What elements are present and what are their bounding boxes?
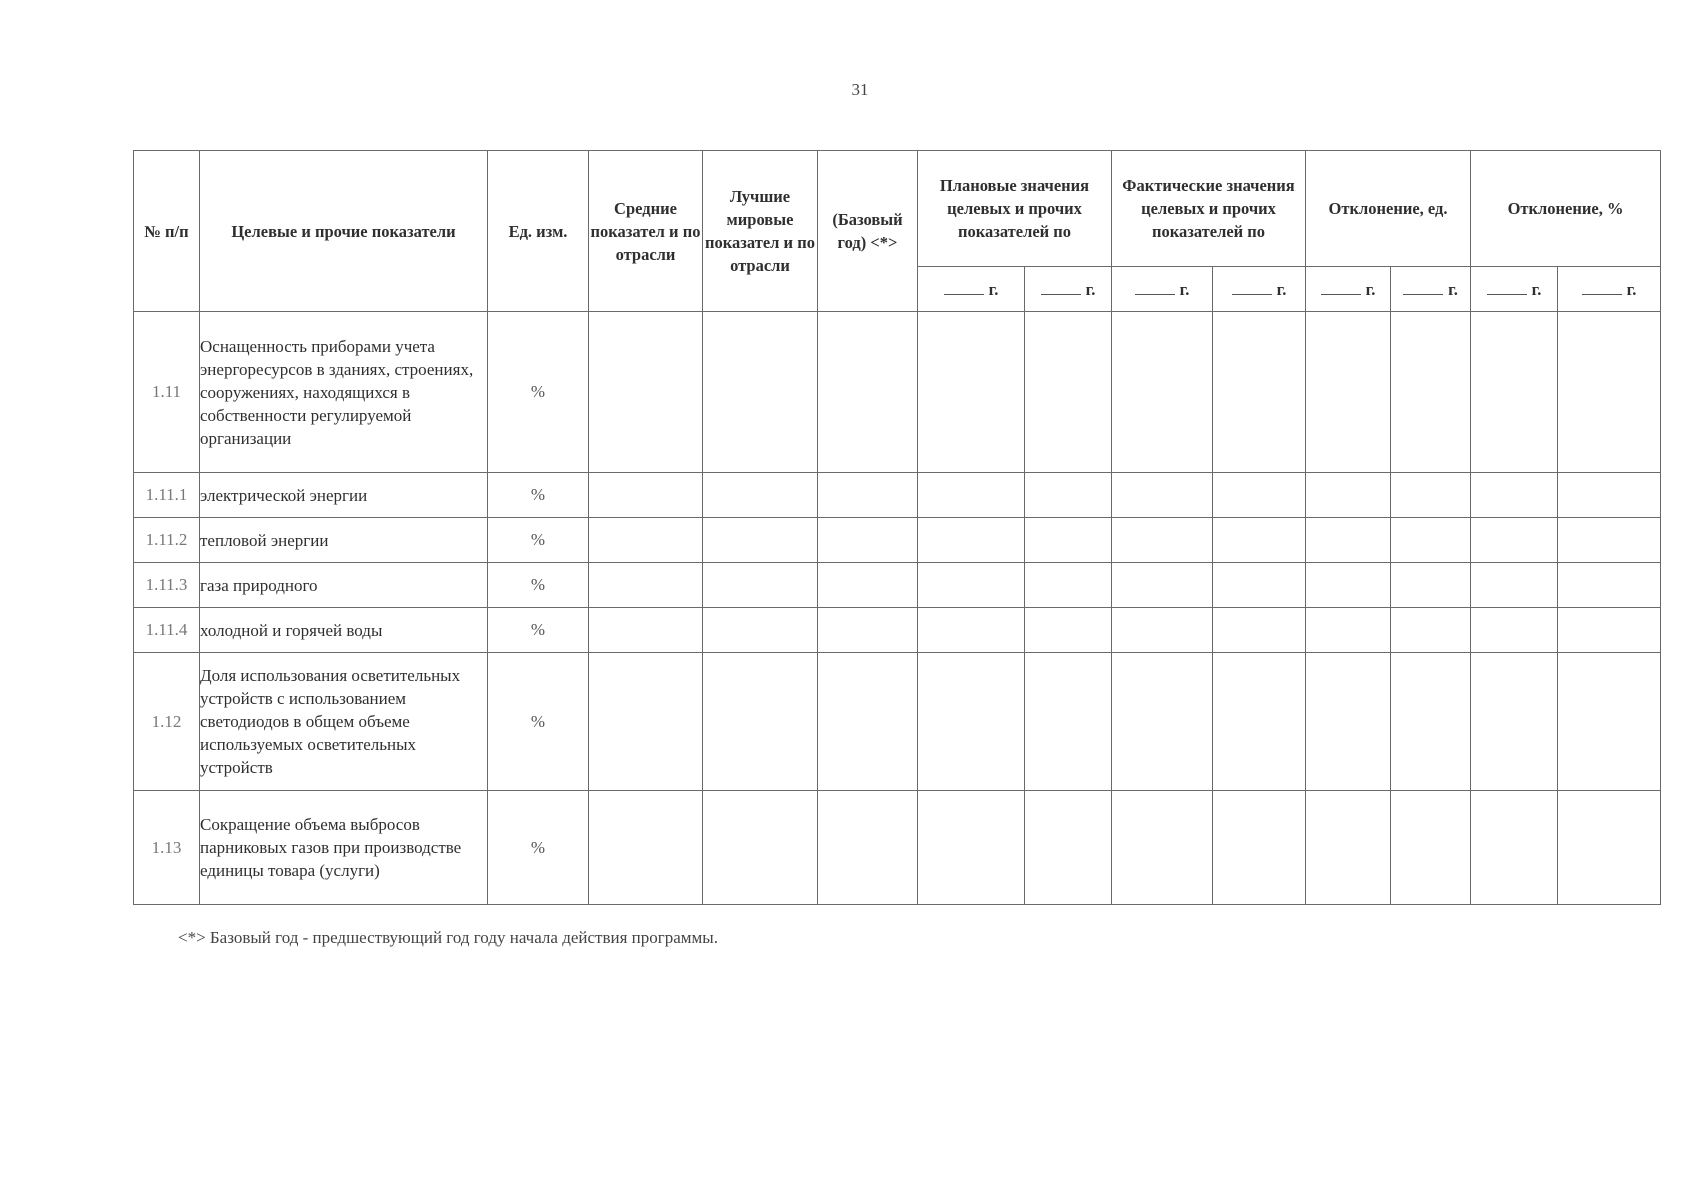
row-number: 1.11.2 (134, 518, 200, 563)
data-cell (918, 563, 1025, 608)
data-cell (1471, 312, 1558, 473)
data-cell (1112, 653, 1213, 791)
data-cell (1558, 791, 1661, 905)
year-suffix: г. (1448, 279, 1458, 299)
page-number: 31 (851, 80, 869, 99)
year-cell (1112, 267, 1213, 312)
indicators-table (133, 150, 1661, 905)
data-cell (1471, 518, 1558, 563)
data-cell (1025, 653, 1112, 791)
data-cell (1025, 312, 1112, 473)
header-deviation-units: Отклонение, ед. (1306, 151, 1471, 267)
row-indicator-name: газа природного (200, 563, 488, 608)
data-cell (818, 473, 918, 518)
table-row (134, 473, 1661, 518)
table-row (134, 312, 1661, 473)
data-cell (1306, 608, 1391, 653)
data-cell (1213, 653, 1306, 791)
header-planned-values: Плановые значения целевых и прочих показателей по (918, 151, 1112, 267)
data-cell (1025, 608, 1112, 653)
data-cell (1112, 563, 1213, 608)
data-cell (1471, 563, 1558, 608)
data-cell (1112, 473, 1213, 518)
data-cell (1112, 791, 1213, 905)
data-cell (1471, 653, 1558, 791)
data-cell (589, 312, 703, 473)
header-unit: Ед. изм. (488, 151, 589, 312)
table-row (134, 791, 1661, 905)
data-cell (918, 791, 1025, 905)
year-suffix: г. (1365, 279, 1376, 299)
data-cell (1213, 608, 1306, 653)
data-cell (1025, 473, 1112, 518)
data-cell (1213, 473, 1306, 518)
data-cell (1306, 563, 1391, 608)
row-indicator-name: Оснащенность приборами учета энергоресурсов в зданиях, строениях, сооружениях, находящихся в собственности регулируемой организации (200, 312, 488, 473)
row-unit: % (488, 608, 589, 653)
data-cell (703, 312, 818, 473)
data-cell (703, 653, 818, 791)
data-cell (1306, 653, 1391, 791)
year-suffix: г. (1531, 279, 1542, 299)
data-cell (1558, 312, 1661, 473)
data-cell (818, 653, 918, 791)
header-number: № п/п (134, 151, 200, 312)
data-cell (1306, 518, 1391, 563)
row-number: 1.11.1 (134, 473, 200, 518)
row-number: 1.11.4 (134, 608, 200, 653)
header-actual-values: Фактические значения целевых и прочих показателей по (1112, 151, 1306, 267)
year-cell (1306, 267, 1391, 312)
data-cell (703, 473, 818, 518)
row-number: 1.11 (134, 312, 200, 473)
data-cell (1391, 473, 1471, 518)
row-indicator-name: холодной и горячей воды (200, 608, 488, 653)
data-cell (918, 473, 1025, 518)
data-cell (918, 518, 1025, 563)
data-cell (1558, 473, 1661, 518)
data-cell (1558, 563, 1661, 608)
data-cell (1391, 518, 1471, 563)
row-unit: % (488, 653, 589, 791)
data-cell (589, 653, 703, 791)
data-cell (818, 312, 918, 473)
year-cell (1213, 267, 1306, 312)
table-row (134, 518, 1661, 563)
data-cell (1306, 473, 1391, 518)
year-suffix: г. (1085, 279, 1096, 299)
year-cell (1558, 267, 1661, 312)
data-cell (1025, 791, 1112, 905)
data-cell (589, 791, 703, 905)
data-cell (1112, 312, 1213, 473)
data-cell (818, 563, 918, 608)
header-deviation-percent: Отклонение, % (1471, 151, 1661, 267)
row-unit: % (488, 791, 589, 905)
data-cell (918, 312, 1025, 473)
row-indicator-name: Доля использования осветительных устройств с использованием светодиодов в общем объеме используемых осветительных устройств (200, 653, 488, 791)
year-cell (1025, 267, 1112, 312)
data-cell (589, 473, 703, 518)
row-number: 1.11.3 (134, 563, 200, 608)
year-suffix: г. (1179, 279, 1190, 299)
footnote: <*> Базовый год - предшествующий год году начала действия программы. (178, 928, 718, 947)
data-cell (1213, 312, 1306, 473)
row-number: 1.12 (134, 653, 200, 791)
data-cell (1558, 518, 1661, 563)
data-cell (1025, 518, 1112, 563)
data-cell (1112, 608, 1213, 653)
data-cell (1471, 473, 1558, 518)
indicators-table-wrapper (133, 150, 1661, 905)
table-row (134, 563, 1661, 608)
year-suffix: г. (1276, 279, 1287, 299)
year-cell (1471, 267, 1558, 312)
data-cell (703, 791, 818, 905)
row-number: 1.13 (134, 791, 200, 905)
row-unit: % (488, 518, 589, 563)
data-cell (589, 563, 703, 608)
row-unit: % (488, 473, 589, 518)
header-world-best: Лучшие мировые показател и по отрасли (703, 151, 818, 312)
data-cell (1213, 791, 1306, 905)
header-base-year: (Базовый год) <*> (818, 151, 918, 312)
year-cell (1391, 267, 1471, 312)
data-cell (1112, 518, 1213, 563)
row-indicator-name: тепловой энергии (200, 518, 488, 563)
year-cell (918, 267, 1025, 312)
table-row (134, 653, 1661, 791)
year-suffix: г. (1626, 279, 1637, 299)
data-cell (918, 608, 1025, 653)
header-industry-average: Средние показател и по отрасли (589, 151, 703, 312)
data-cell (703, 608, 818, 653)
header-indicator: Целевые и прочие показатели (200, 151, 488, 312)
data-cell (818, 518, 918, 563)
data-cell (703, 518, 818, 563)
data-cell (918, 653, 1025, 791)
data-cell (1391, 653, 1471, 791)
data-cell (1391, 791, 1471, 905)
data-cell (1306, 791, 1391, 905)
data-cell (818, 608, 918, 653)
data-cell (1391, 608, 1471, 653)
data-cell (1025, 563, 1112, 608)
row-unit: % (488, 563, 589, 608)
data-cell (1391, 312, 1471, 473)
data-cell (1213, 563, 1306, 608)
data-cell (1558, 608, 1661, 653)
row-indicator-name: электрической энергии (200, 473, 488, 518)
data-cell (1391, 563, 1471, 608)
data-cell (1471, 608, 1558, 653)
data-cell (1471, 791, 1558, 905)
data-cell (1306, 312, 1391, 473)
data-cell (1213, 518, 1306, 563)
data-cell (703, 563, 818, 608)
data-cell (589, 518, 703, 563)
data-cell (1558, 653, 1661, 791)
table-row (134, 608, 1661, 653)
row-indicator-name: Сокращение объема выбросов парниковых газов при производстве единицы товара (услуги) (200, 791, 488, 905)
year-suffix: г. (988, 279, 999, 299)
data-cell (818, 791, 918, 905)
row-unit: % (488, 312, 589, 473)
data-cell (589, 608, 703, 653)
